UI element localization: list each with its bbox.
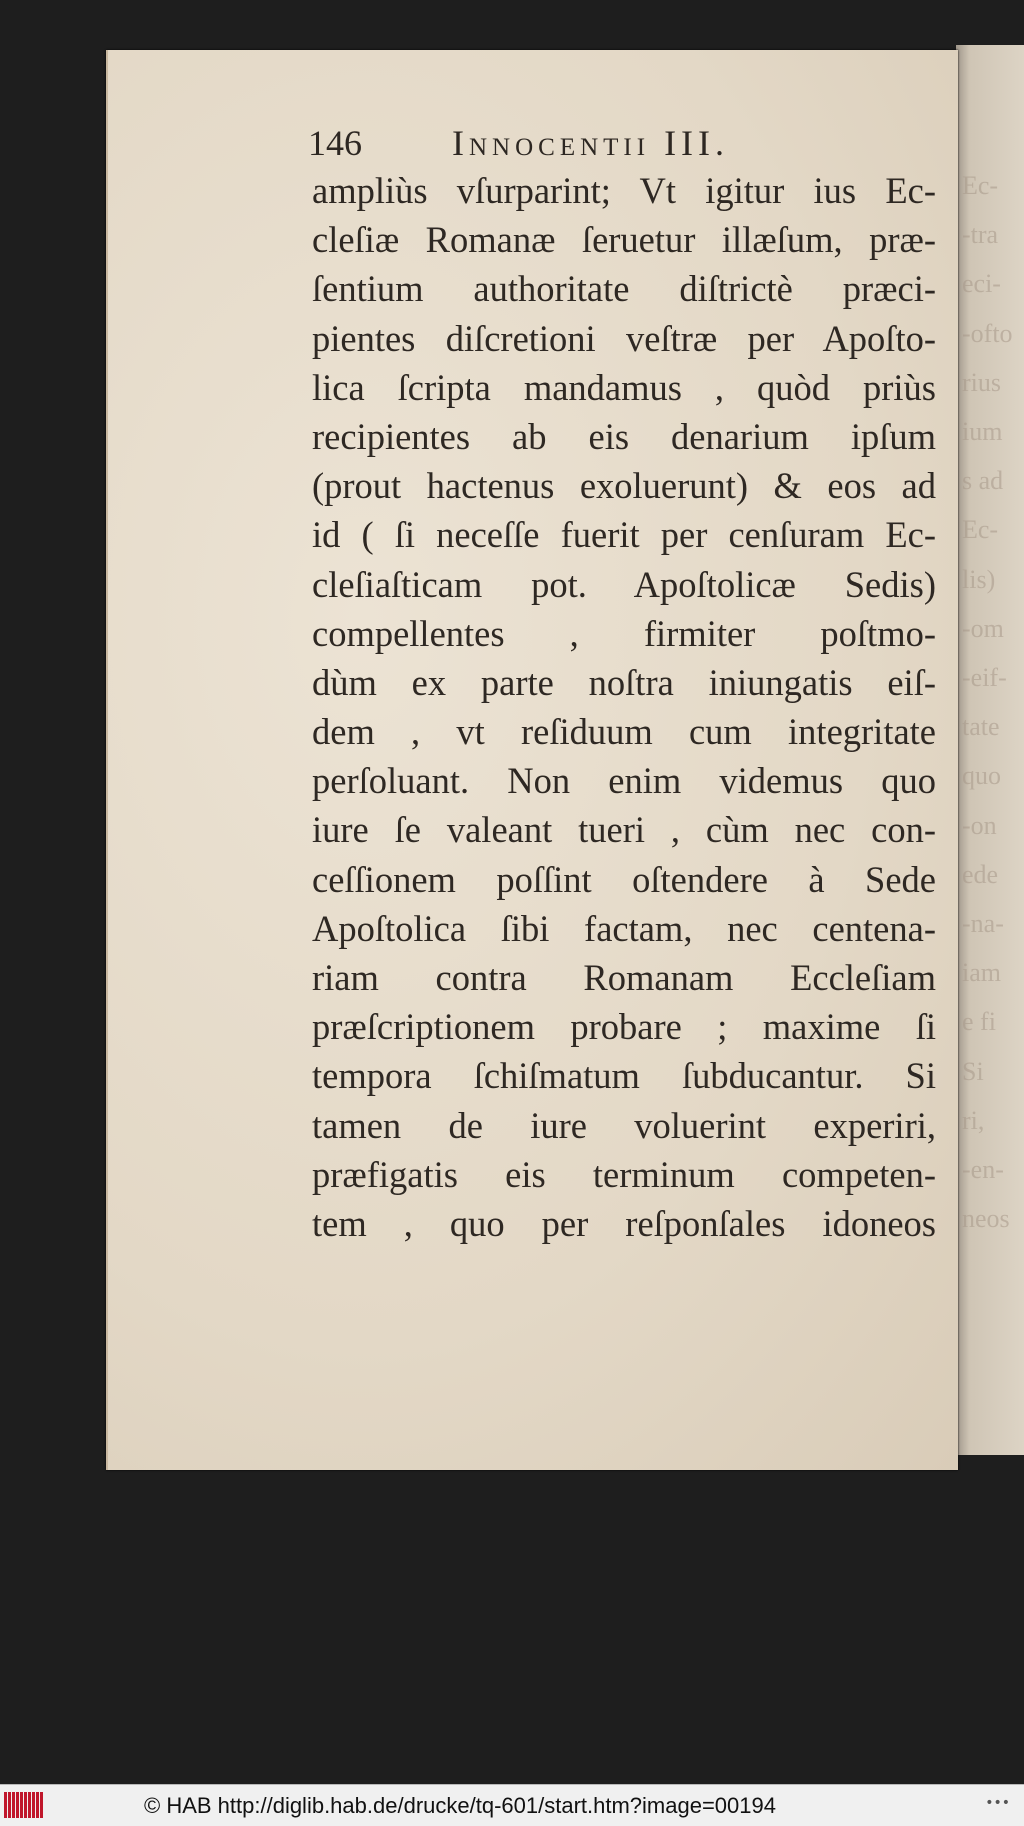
text-line: pientes diſcretioni veſtræ per Apoſto- <box>312 317 936 359</box>
facing-page-fragment: Si <box>962 1056 984 1086</box>
copyright-link[interactable]: © HAB http://diglib.hab.de/drucke/tq-601/start.htm?image=00194 <box>144 1793 776 1818</box>
facing-page-fragment: Ec- <box>962 171 999 200</box>
text-line: cleſiæ Romanæ ſeruetur illæſum, præ- <box>312 219 936 261</box>
text-line: præfigatis eis terminum competen- <box>312 1153 936 1195</box>
facing-page-edge <box>956 45 1024 1455</box>
page-number: 146 <box>308 123 362 163</box>
text-line: recipientes ab eis denarium ipſum <box>312 415 936 457</box>
text-line: ceſſionem poſſint oſtendere à Sede <box>312 858 936 900</box>
facing-page-fragment: s ad <box>962 466 1004 496</box>
facing-page-fragment: -ofto <box>962 318 1013 348</box>
page-header <box>300 122 840 168</box>
text-line: tamen de iure voluerint experiri, <box>312 1104 936 1146</box>
text-line: perſoluant. Non enim videmus quo <box>312 760 936 802</box>
facing-page-fragment: quo <box>962 761 1001 791</box>
text-line: dem , vt reſiduum cum integritate <box>312 711 936 753</box>
footer-bar <box>0 1784 1024 1826</box>
facing-page-fragment: rius <box>962 367 1001 397</box>
facing-page-fragment: e fi <box>962 1007 996 1037</box>
facing-page-fragment: -tra <box>962 220 999 250</box>
facing-page-fragment: -en- <box>962 1155 1004 1184</box>
ellipsis-icon[interactable]: ••• <box>985 1795 1010 1811</box>
text-line: tem , quo per reſponſales idoneos <box>312 1202 936 1244</box>
facing-page-fragment: ede <box>962 859 999 889</box>
facing-page-fragment: neos <box>962 1204 1010 1234</box>
text-line: dùm ex parte noſtra iniungatis eiſ- <box>312 661 936 703</box>
text-line: compellentes , firmiter poſtmo- <box>312 612 936 654</box>
text-line: cleſiaſticam pot. Apoſtolicæ Sedis) <box>312 563 936 605</box>
facing-page-fragment: eci- <box>962 269 1001 299</box>
text-line: præſcriptionem probare ; maxime ſi <box>312 1006 936 1048</box>
facing-page-fragment: -on <box>962 810 997 840</box>
text-line: iure ſe valeant tueri , cùm nec con- <box>312 809 936 851</box>
text-line: ſentium authoritate diſtrictè præci- <box>312 268 936 310</box>
facing-page-fragment: iam <box>962 958 1001 988</box>
facing-page-fragment: lis) <box>962 564 996 594</box>
text-line: riam contra Romanam Eccleſiam <box>312 957 936 998</box>
running-title: Innocentii III. <box>452 123 730 163</box>
facing-page-fragment: ri, <box>962 1105 985 1135</box>
text-line: (prout hactenus exoluerunt) & eos ad <box>312 465 936 507</box>
facing-page-fragment: -eif- <box>962 663 1007 692</box>
facing-page-fragment: -om <box>962 613 1004 643</box>
facing-page-fragment: tate <box>962 712 1000 742</box>
text-line: lica ſcripta mandamus , quòd priùs <box>312 366 936 408</box>
text-line: Apoſtolica ſibi factam, nec centena- <box>312 907 936 949</box>
body-text <box>312 166 936 1248</box>
text-line: tempora ſchiſmatum ſubducantur. Si <box>312 1055 936 1097</box>
facing-page-fragment: -na- <box>962 909 1004 938</box>
facing-page-fragment: ium <box>962 417 1003 446</box>
text-line: id ( ſi neceſſe fuerit per cenſuram Ec- <box>312 514 936 556</box>
text-line: ampliùs vſurparint; Vt igitur ius Ec- <box>312 170 936 211</box>
facing-page-fragment: Ec- <box>962 515 999 545</box>
hab-logo-icon[interactable] <box>4 1792 46 1818</box>
